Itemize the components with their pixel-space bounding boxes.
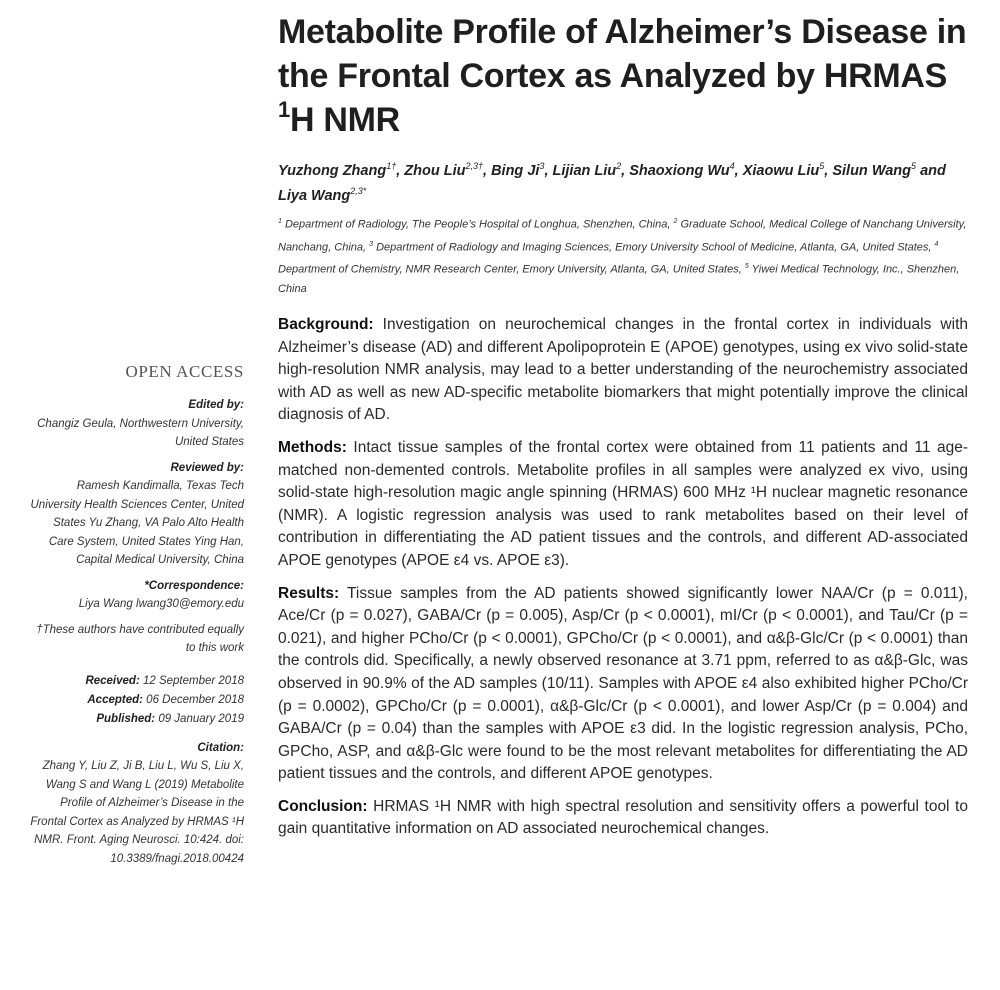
article-info-sidebar: [30, 360, 244, 875]
author-name: Lijian Liu: [552, 162, 617, 179]
received-label: Received:: [85, 674, 140, 687]
author-separator: ,: [621, 162, 630, 179]
abstract: [278, 314, 968, 851]
author-name: Zhou Liu: [404, 162, 466, 179]
affiliation-mark: 4: [934, 240, 939, 248]
author-name: Silun Wang: [832, 162, 912, 179]
author-name: Xiaowu Liu: [742, 162, 820, 179]
affiliation-text: Department of Chemistry, NMR Research Center, Emory University, Atlanta, GA, United States,: [278, 263, 745, 276]
correspondence-text: Liya Wang lwang30@emory.edu: [78, 598, 244, 610]
affiliation-text: Graduate School, Medical College of Nanchang University, Nanchang, China,: [278, 218, 967, 254]
abstract-conclusion: [278, 796, 968, 841]
author-affiliation-mark: 1†: [386, 161, 397, 171]
affiliation-mark: 1: [278, 218, 282, 225]
affiliations: [278, 212, 968, 299]
affiliation-mark: 2: [673, 218, 678, 225]
citation-label: Citation:: [197, 741, 244, 754]
reviewed-by-text: Ramesh Kandimalla, Texas Tech University Health Sciences Center, United States Yu Zhang, VA Palo Alto Health Care System, United States Ying Han, Capital Medical University, China: [30, 480, 244, 566]
edited-by-label: Edited by:: [188, 399, 244, 411]
author-name: Yuzhong Zhang: [278, 162, 387, 179]
affiliation-text: Department of Radiology and Imaging Sciences, Emory University School of Medicine, Atlanta, GA, United States,: [373, 241, 935, 254]
correspondence-label: *Correspondence:: [144, 579, 244, 592]
affiliation-mark: 3: [369, 240, 374, 248]
citation-block: [30, 739, 244, 869]
published-label: Published:: [96, 712, 156, 725]
abstract-background: [278, 314, 968, 427]
accepted-date-row: [30, 691, 244, 710]
accepted-date: 06 December 2018: [142, 693, 244, 706]
received-date-row: [30, 672, 244, 691]
affiliation-text: Yiwei Medical Technology, Inc., Shenzhen, China: [278, 263, 960, 295]
author-name: Liya Wang: [278, 187, 351, 204]
reviewed-by-label: Reviewed by:: [170, 461, 244, 474]
received-date: 12 September 2018: [139, 674, 244, 687]
abstract-methods: [278, 437, 968, 573]
reviewed-by-block: [30, 459, 244, 570]
methods-heading: Methods:: [278, 438, 347, 456]
background-text: Investigation on neurochemical changes in the frontal cortex in individuals with Alzheimer’s disease (AD) and different Apolipoprotein E (APOE) genotypes, using ex vivo solid-state high-resolution NMR analysis, may lead to a better understanding of the neurochemistry associated with AD as well as new AD-specific metabolite biomarkers that might potentially improve the clinical diagnosis of AD.: [278, 316, 968, 424]
open-access-label: OPEN ACCESS: [125, 362, 244, 381]
author-affiliation-mark: 2,3*: [350, 185, 367, 196]
title-end-text: H NMR: [289, 101, 400, 139]
author-affiliation-mark: 2: [616, 161, 622, 171]
author-affiliation-mark: 2,3†: [465, 161, 484, 171]
results-heading: Results:: [278, 584, 340, 602]
author-separator: ,: [824, 162, 833, 179]
correspondence-block: [30, 577, 244, 614]
conclusion-heading: Conclusion:: [278, 797, 368, 815]
abstract-results: [278, 583, 968, 786]
affiliation-mark: 5: [744, 263, 749, 271]
author-name: Bing Ji: [491, 162, 540, 179]
author-separator: ,: [396, 162, 405, 179]
author-separator: and: [916, 162, 946, 179]
results-text: Tissue samples from the AD patients showed significantly lower NAA/Cr (p = 0.011), Ace/Cr (p = 0.027), GABA/Cr (p = 0.005), Asp/Cr (p < 0.0001), mI/Cr (p < 0.0001), and Tau/Cr (p = 0.021), and higher PCho/Cr (p < 0.0001), GPCho/Cr (p < 0.0001), and α&β-Glc/Cr (p < 0.0001) than the controls did. Specifically, a newly observed resonance at 3.71 ppm, referred to as α&β-Glc, was observed in 90.9% of the AD samples (10/11). Samples with APOE ε4 also exhibited higher PCho/Cr (p = 0.0002), GPCho/Cr (p = 0.0001), α&β-Glc/Cr (p < 0.0001), and lower Asp/Cr (p = 0.004) and GABA/Cr (p = 0.04) than the samples with APOE ε3 did. In the logistic regression analysis, PCho, GPCho, ASP, and α&β-Glc were found to be the most relevant metabolites for differentiating the AD patient tissues and the controls, and different APOE genotypes.: [278, 584, 968, 783]
edited-by-text: Changiz Geula, Northwestern University, United States: [37, 417, 244, 448]
published-date-row: [30, 710, 244, 729]
published-date: 09 January 2019: [155, 712, 244, 725]
author-list: [278, 156, 978, 206]
equal-contribution-note: †These authors have contributed equally to this work: [36, 623, 244, 654]
article-dates: [30, 672, 244, 729]
title-superscript: 1: [278, 96, 290, 122]
author-affiliation-mark: 3: [539, 161, 545, 171]
author-affiliation-mark: 5: [819, 161, 825, 171]
author-affiliation-mark: 4: [729, 161, 735, 171]
title-main-text: Metabolite Profile of Alzheimer’s Disease in the Frontal Cortex as Analyzed by HRMAS: [278, 13, 967, 95]
affiliation-text: Department of Radiology, The People’s Hospital of Longhua, Shenzhen, China,: [281, 218, 674, 231]
conclusion-text: HRMAS ¹H NMR with high spectral resolution and sensitivity offers a powerful tool to gain quantitative information on AD associated neurochemical changes.: [278, 797, 968, 838]
citation-text: Zhang Y, Liu Z, Ji B, Liu L, Wu S, Liu X, Wang S and Wang L (2019) Metabolite Profile of Alzheimer’s Disease in the Frontal Cortex as Analyzed by HRMAS ¹H NMR. Front. Aging Neurosci. 10:424. doi: 10.3389/fnagi.2018.00424: [30, 760, 244, 865]
methods-text: Intact tissue samples of the frontal cortex were obtained from 11 patients and 11 age-matched non-demented controls. Metabolite profiles in all samples were analyzed ex vivo, using solid-state high-resolution magic angle spinning (HRMAS) 600 MHz ¹H nuclear magnetic resonance (NMR). A logistic regression analysis was used to rank metabolites based on their level of contribution in differentiating the AD patient tissues and the controls, and different AD-associated APOE genotypes (APOE ε4 vs. APOE ε3).: [278, 438, 968, 569]
edited-by-block: [30, 396, 244, 452]
article-title: [278, 10, 978, 142]
background-heading: Background:: [278, 316, 374, 333]
author-affiliation-mark: 5: [911, 161, 917, 171]
accepted-label: Accepted:: [87, 693, 143, 706]
author-separator: ,: [544, 162, 553, 179]
author-separator: ,: [483, 162, 492, 179]
author-separator: ,: [734, 162, 743, 179]
author-name: Shaoxiong Wu: [629, 162, 730, 179]
